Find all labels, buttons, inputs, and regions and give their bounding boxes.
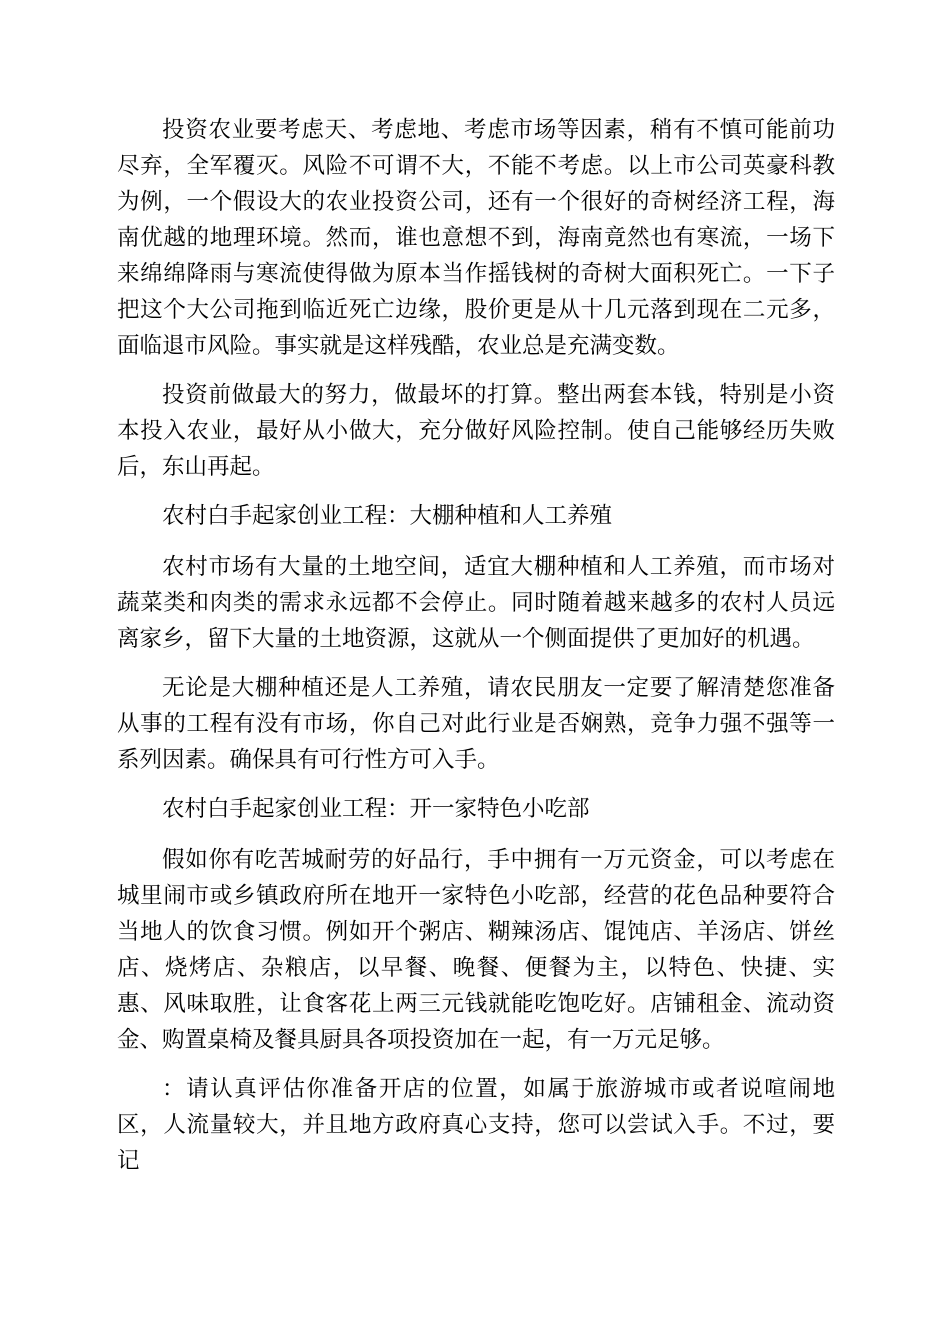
section-heading-greenhouse: 农村白手起家创业工程：大棚种植和人工养殖 bbox=[162, 503, 613, 529]
paragraph-greenhouse-advice: 无论是大棚种植还是人工养殖，请农民朋友一定要了解清楚您准备从事的工程有没有市场，你自己对此行业是否娴熟，竞争力强不强等一系列因素。确保具有可行性方可入手。 bbox=[117, 675, 835, 773]
document-page bbox=[117, 112, 835, 1192]
section-heading-snack-shop: 农村白手起家创业工程：开一家特色小吃部 bbox=[162, 796, 590, 822]
paragraph-agriculture-risk: 投资农业要考虑天、考虑地、考虑市场等因素，稍有不慎可能前功尽弃，全军覆灭。风险不可谓不大，不能不考虑。以上市公司英豪科教为例，一个假设大的农业投资公司，还有一个很好的奇树经济工程，海南优越的地理环境。然而，谁也意想不到，海南竟然也有寒流，一场下来绵绵降雨与寒流使得做为原本当作摇钱树的奇树大面积死亡。一下子把这个大公司拖到临近死亡边缘，股价更是从十几元落到现在二元多，面临退市风险。事实就是这样残酷，农业总是充满变数。 bbox=[117, 117, 835, 359]
paragraph-risk-control: 投资前做最大的努力，做最坏的打算。整出两套本钱，特别是小资本投入农业，最好从小做大，充分做好风险控制。使自己能够经历失败后，东山再起。 bbox=[117, 382, 835, 480]
paragraph-shop-location: ：请认真评估你准备开店的位置，如属于旅游城市或者说喧闹地区，人流量较大，并且地方政府真心支持，您可以尝试入手。不过，要记 bbox=[117, 1076, 835, 1174]
paragraph-greenhouse-market: 农村市场有大量的土地空间，适宜大棚种植和人工养殖，而市场对蔬菜类和肉类的需求永远都不会停止。同时随着越来越多的农村人员远离家乡，留下大量的土地资源，这就从一个侧面提供了更加好的机遇。 bbox=[117, 554, 835, 652]
paragraph-snack-shop: 假如你有吃苦城耐劳的好品行，手中拥有一万元资金，可以考虑在城里闹市或乡镇政府所在地开一家特色小吃部，经营的花色品种要符合当地人的饮食习惯。例如开个粥店、糊辣汤店、馄饨店、羊汤店、饼丝店、烧烤店、杂粮店，以早餐、晚餐、便餐为主，以特色、快捷、实惠、风味取胜，让食客花上两三元钱就能吃饱吃好。店铺租金、流动资金、购置桌椅及餐具厨具各项投资加在一起，有一万元足够。 bbox=[117, 847, 835, 1053]
